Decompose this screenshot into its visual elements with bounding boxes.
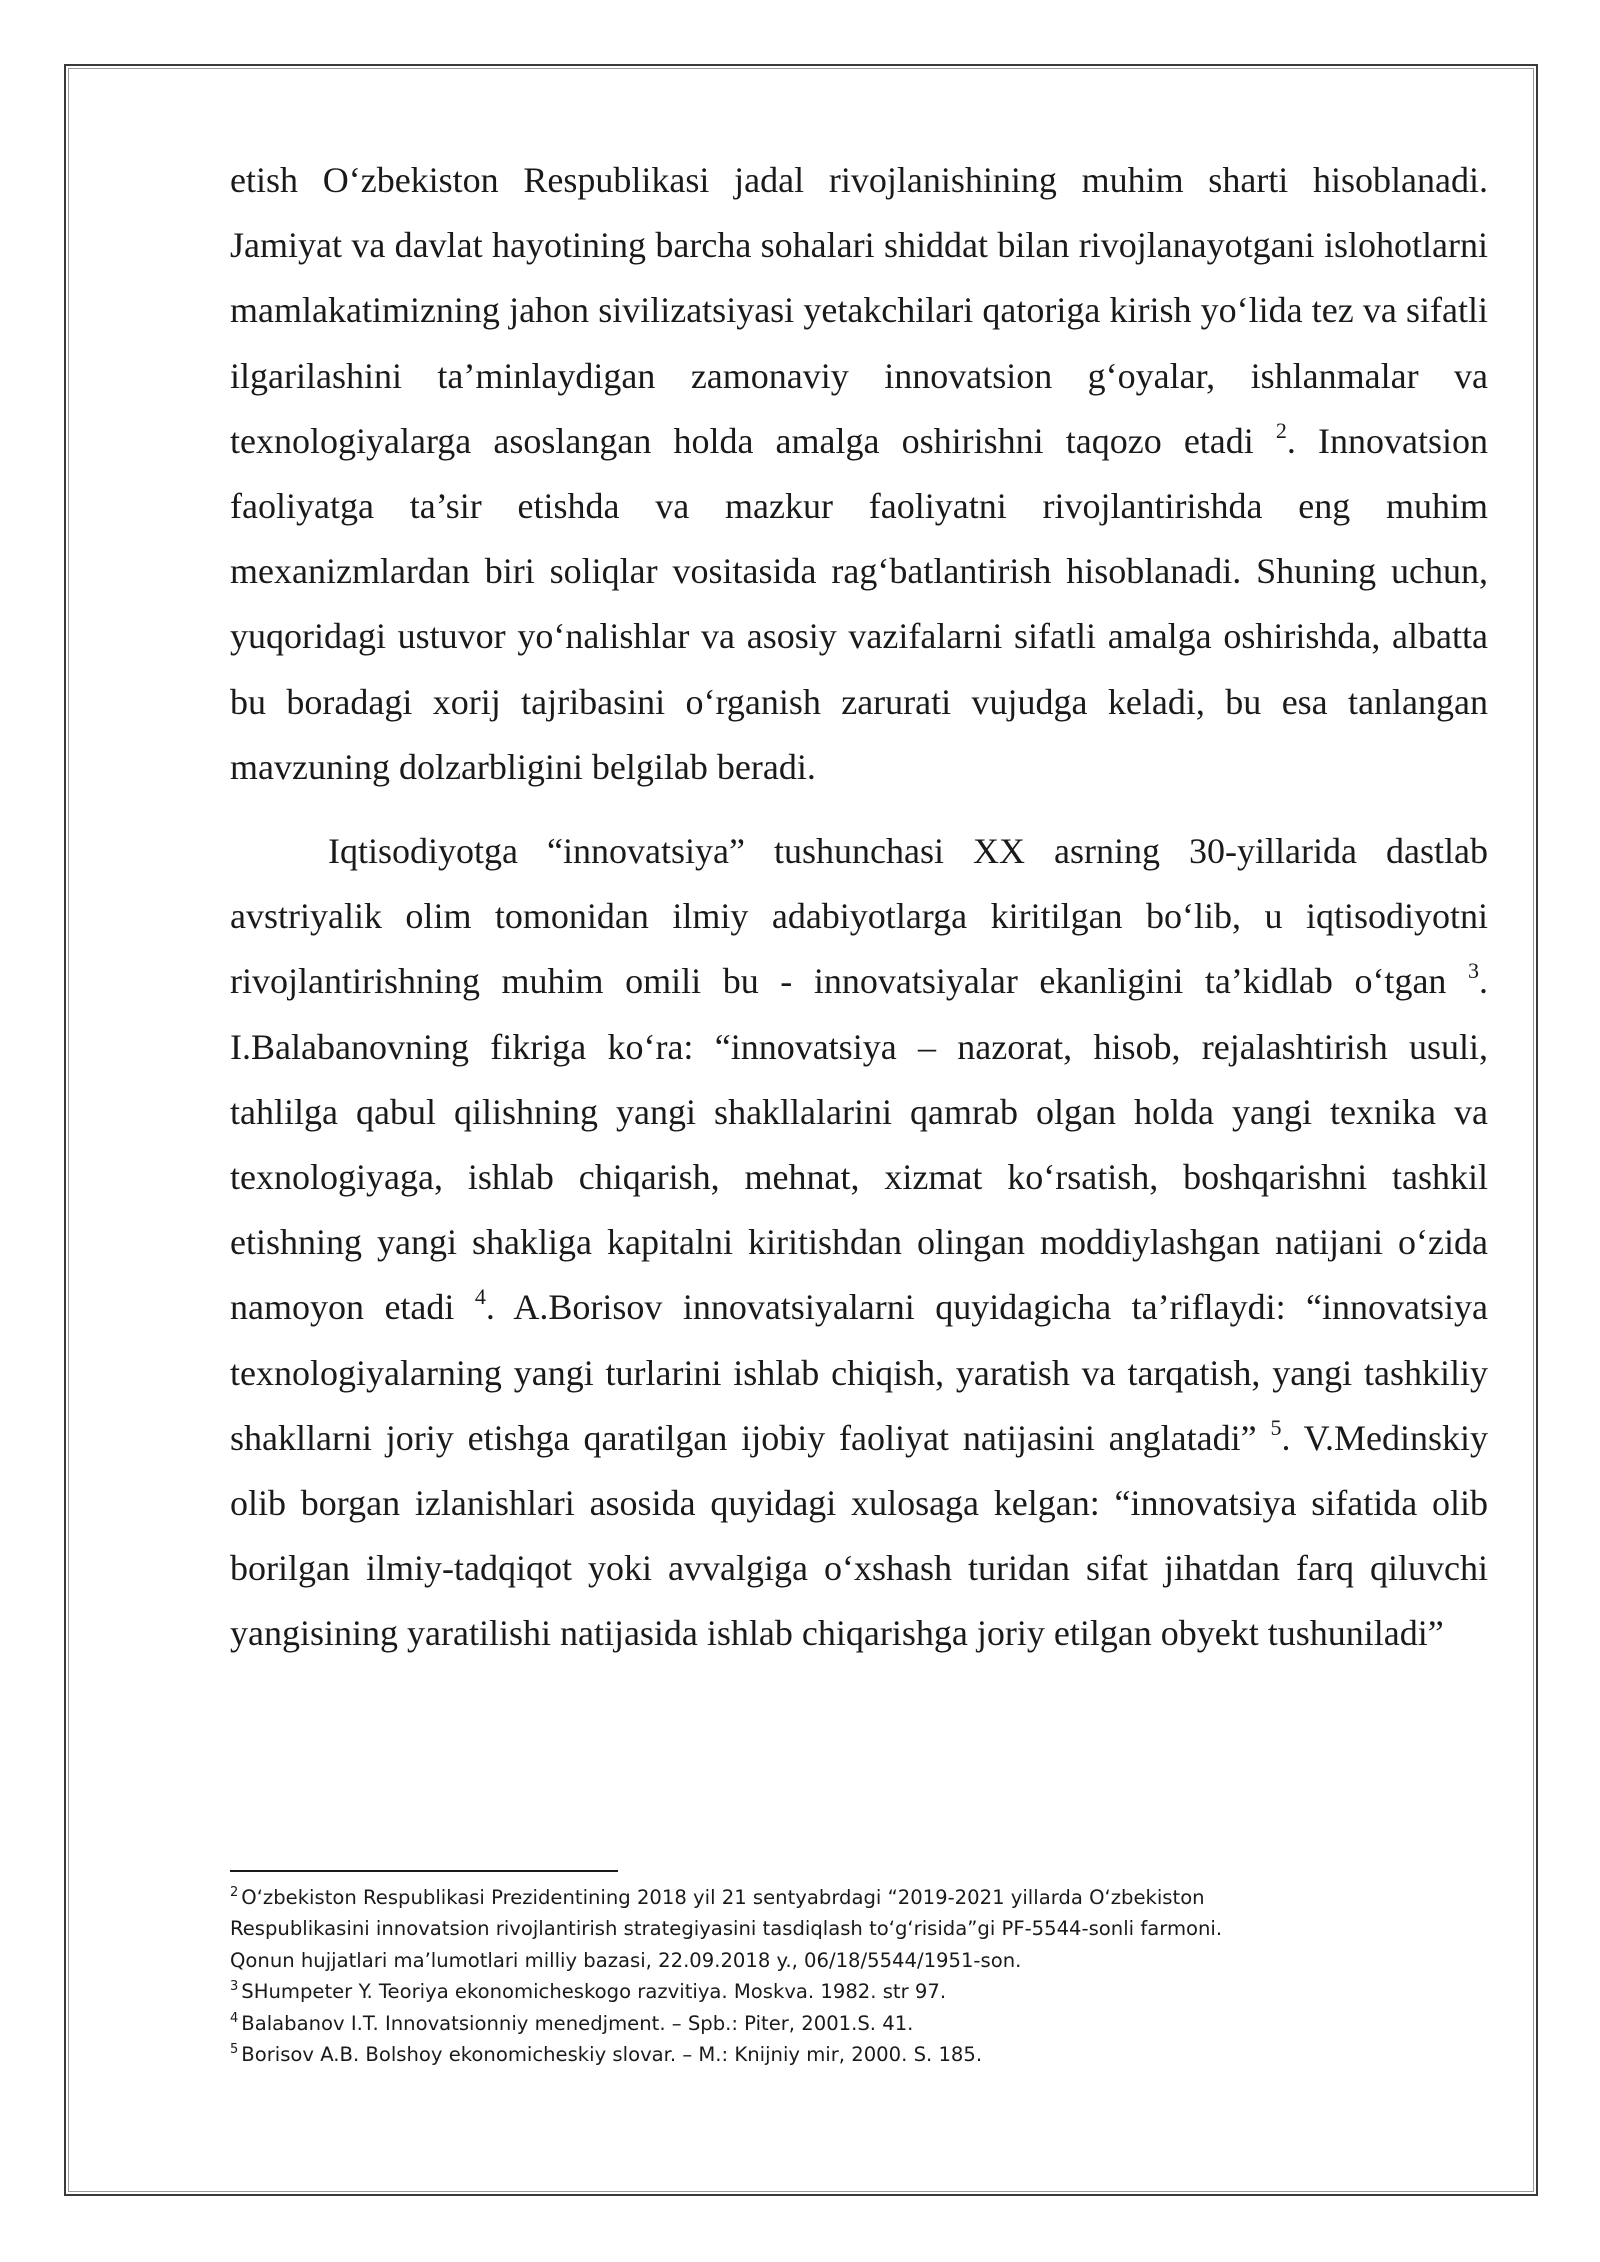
paragraph-text: . Innovatsion faoliyatga ta’sir etishda va mazkur faoliyatni rivojlantirishda eng muhim mexanizmlardan biri soliqlar vositasida rag‘batlantirish hisoblanadi. Shuning uchun, yuqoridagi ustuvor yo‘nalishlar va asosiy vazifalarni sifatli amalga oshirishda, albatta bu boradagi xorij tajribasini o‘rganish zarurati vujudga keladi, bu esa tanlangan mavzuning dolzarbligini belgilab beradi. [230, 420, 1488, 787]
footnote-text: SHumpeter Y. Teoriya ekonomicheskogo razvitiya. Moskva. 1982. str 97. [241, 1980, 947, 2004]
document-body [230, 148, 1488, 1667]
footnote-number: 4 [230, 2010, 239, 2026]
footnote-text: O‘zbekiston Respublikasi Prezidentining 2018 yil 21 sentyabrdagi “2019-2021 yillarda O‘zbekiston Respublikasini innovatsion rivojlantirish strategiyasini tasdiqlash to‘g‘risida”gi PF-5544-sonli farmoni. Qonun hujjatlari ma’lumotlari milliy bazasi, 22.09.2018 y., 06/18/5544/1951-son. [230, 1886, 1223, 1972]
footnote-number: 3 [230, 1979, 239, 1995]
paragraph-text: . A.Borisov innovatsiyalarni quyidagicha ta’riflaydi: “innovatsiya texnologiyalarning yangi turlarini ishlab chiqish, yaratish va tarqatish, yangi tashkiliy shakllarni joriy etishga qaratilgan ijobiy faoliyat natijasini anglatadi” [230, 1287, 1488, 1458]
paragraph-text: Iqtisodiyotga “innovatsiya” tushunchasi XX asrning 30-yillarida dastlab avstriyalik olim tomonidan ilmiy adabiyotlarga kiritilgan bo‘lib, u iqtisodiyotni rivojlantirishning muhim omili bu - innovatsiyalar ekanligini ta’kidlab o‘tgan [230, 831, 1488, 1002]
footnote-text: Balabanov I.T. Innovatsionniy menedjment. – Spb.: Piter, 2001.S. 41. [241, 2011, 914, 2035]
footnote-reference[interactable]: 5 [1270, 1414, 1282, 1440]
footnote-reference[interactable]: 3 [1468, 958, 1479, 984]
paragraph [230, 148, 1488, 800]
footnote-separator [230, 1870, 618, 1872]
paragraph [230, 819, 1488, 1667]
footnote [230, 1976, 1240, 2007]
footnote-reference[interactable]: 2 [1275, 417, 1287, 443]
footnote-number: 5 [230, 2042, 239, 2058]
paragraph-text: . I.Balabanovning fikriga ko‘ra: “innovatsiya – nazorat, hisob, rejalashtirish usuli, tahlilga qabul qilishning yangi shakllalarini qamrab olgan holda yangi texnika va texnologiyaga, ishlab chiqarish, mehnat, xizmat ko‘rsatish, boshqarishni tashkil etishning yangi shakliga kapitalni kiritishdan olingan moddiylashgan natijani o‘zida namoyon etadi [230, 961, 1488, 1328]
footnote [230, 1882, 1240, 1976]
footnote [230, 2039, 1240, 2070]
paragraph-text: etish O‘zbekiston Respublikasi jadal rivojlanishining muhim sharti hisoblanadi. Jamiyat va davlat hayotining barcha sohalari shiddat bilan rivojlanayotgani islohotlarni mamlakatimizning jahon sivilizatsiyasi yetakchilari qatoriga kirish yo‘lida tez va sifatli ilgarilashini ta’minlaydigan zamonaviy innovatsion g‘oyalar, ishlanmalar va texnologiyalarga asoslangan holda amalga oshirishni taqozo etadi [230, 160, 1488, 461]
footnote [230, 2008, 1240, 2039]
footnote-reference[interactable]: 4 [474, 1284, 486, 1310]
footnote-text: Borisov A.B. Bolshoy ekonomicheskiy slovar. – M.: Knijniy mir, 2000. S. 185. [241, 2043, 983, 2067]
footnote-number: 2 [230, 1885, 239, 1900]
footnotes [230, 1882, 1240, 2070]
paragraph-text: . V.Medinskiy olib borgan izlanishlari asosida quyidagi xulosaga kelgan: “innovatsiya sifatida olib borilgan ilmiy-tadqiqot yoki avvalgiga o‘xshash turidan sifat jihatdan farq qiluvchi yangisining yaratilishi natijasida ishlab chiqarishga joriy etilgan obyekt tushuniladi” [230, 1417, 1488, 1654]
